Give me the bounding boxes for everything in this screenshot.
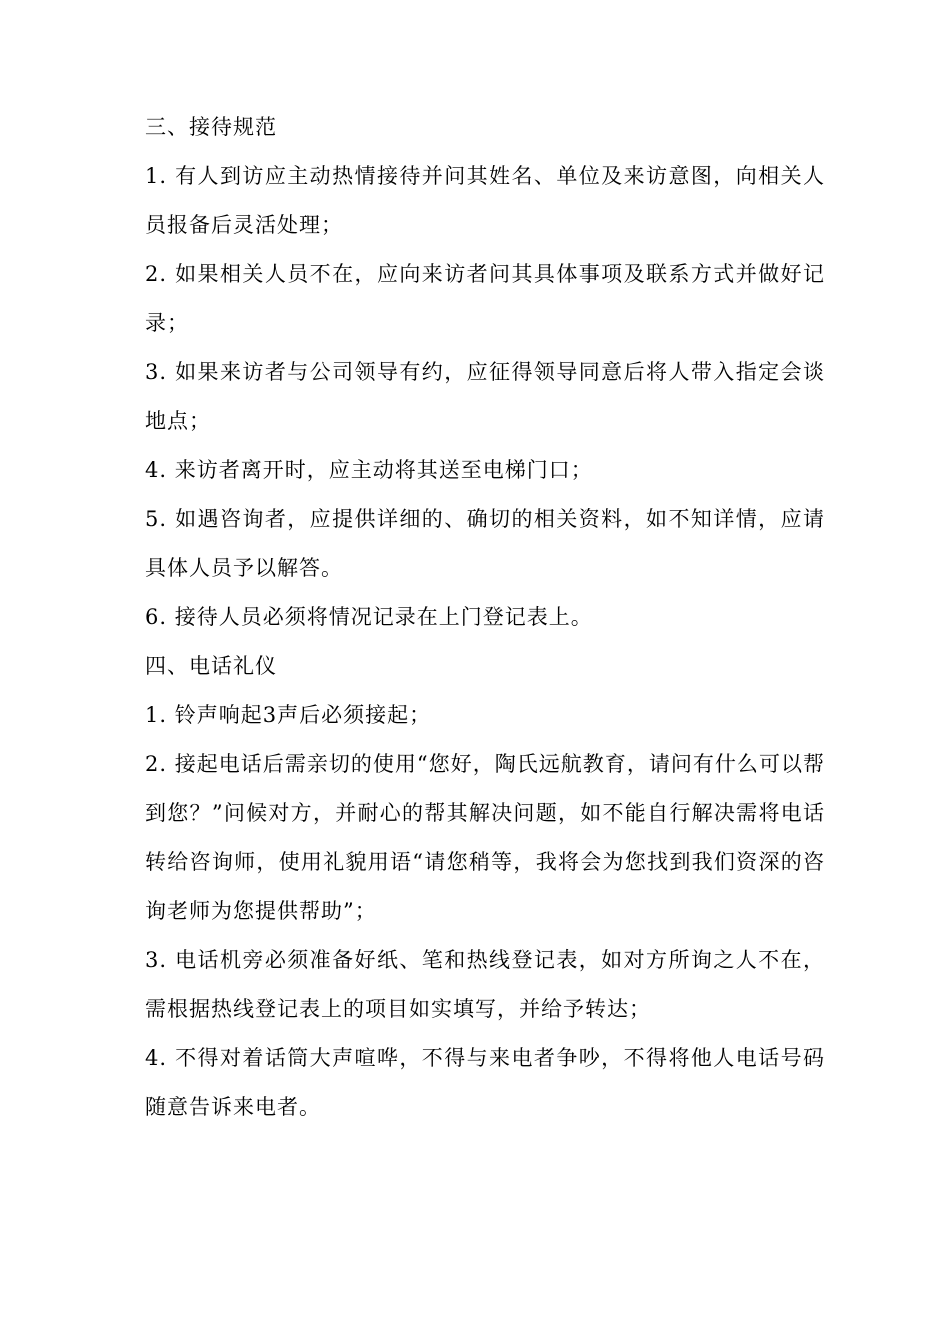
list-item: 6. 接待人员必须将情况记录在上门登记表上。 (145, 605, 593, 629)
list-item: 2. 接起电话后需亲切的使用“您好，陶氏远航教育，请问有什么可以帮到您？”问候对方，并耐心的帮其解决问题，如不能自行解决需将电话转给咨询师，使用礼貌用语“请您稍等，我将会为您找到我们资深的咨询老师为您提供帮助”； (145, 752, 825, 923)
section-heading-reception: 三、接待规范 (145, 115, 277, 139)
list-item: 1. 铃声响起3声后必须接起； (145, 703, 432, 727)
list-item: 3. 电话机旁必须准备好纸、笔和热线登记表，如对方所询之人不在，需根据热线登记表上的项目如实填写，并给予转达； (145, 948, 825, 1021)
list-item: 4. 不得对着话筒大声喧哗，不得与来电者争吵，不得将他人电话号码随意告诉来电者。 (145, 1046, 825, 1119)
list-item: 3. 如果来访者与公司领导有约，应征得领导同意后将人带入指定会谈地点； (145, 360, 825, 433)
list-item: 5. 如遇咨询者，应提供详细的、确切的相关资料，如不知详情，应请具体人员予以解答。 (145, 507, 825, 580)
document-body (145, 103, 825, 1132)
list-item: 1. 有人到访应主动热情接待并问其姓名、单位及来访意图，向相关人员报备后灵活处理； (145, 164, 825, 237)
section-heading-phone-etiquette: 四、电话礼仪 (145, 654, 277, 678)
list-item: 4. 来访者离开时，应主动将其送至电梯门口； (145, 458, 593, 482)
list-item: 2. 如果相关人员不在，应向来访者问其具体事项及联系方式并做好记录； (145, 262, 825, 335)
